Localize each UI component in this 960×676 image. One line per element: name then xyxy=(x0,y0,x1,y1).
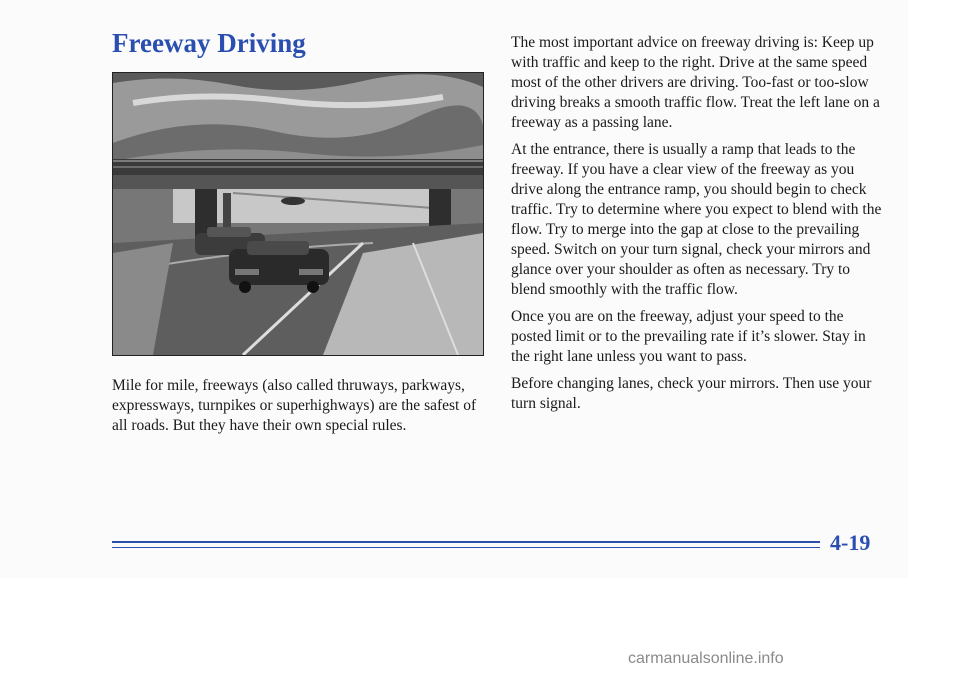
paragraph-changing-lanes: Before changing lanes, check your mirrors. Then use your turn signal. xyxy=(511,375,872,412)
freeway-overpass-drawing xyxy=(113,73,483,355)
footer-rule-thin xyxy=(112,547,820,548)
freeway-illustration xyxy=(112,72,484,356)
page-number: 4-19 xyxy=(830,530,871,555)
paragraph-entrance: At the entrance, there is usually a ramp that leads to the freeway. If you have a clear view of the freeway as you drive along the entrance ramp, you should begin to check traffic. Try to determine where you expect to blend with the flow. Try to merge into the gap at close to the prevailing speed. Switch on your turn signal, check your mirrors and glance over your shoulder as often as necessary. Try to blend smoothly with the traffic flow. xyxy=(511,141,882,298)
paragraph-keep-up: The most important advice on freeway driving is: Keep up with traffic and keep to the right. Drive at the same speed most of the other drivers are driving. Too-fast or too-slow driving breaks a smooth traffic flow. Treat the left lane on a freeway as a passing lane. xyxy=(511,34,880,131)
paragraph-on-freeway: Once you are on the freeway, adjust your speed to the posted limit or to the prevailing rate if it’s slower. Stay in the right lane unless you want to pass. xyxy=(511,308,866,365)
intro-paragraph: Mile for mile, freeways (also called thruways, parkways, expressways, turnpikes or superhighways) are the safest of all roads. But they have their own special rules. xyxy=(112,377,477,434)
footer-rule xyxy=(112,541,820,543)
watermark-text: carmanualsonline.info xyxy=(628,650,784,667)
page-title: Freeway Driving xyxy=(112,28,306,58)
advice-column xyxy=(511,33,883,421)
